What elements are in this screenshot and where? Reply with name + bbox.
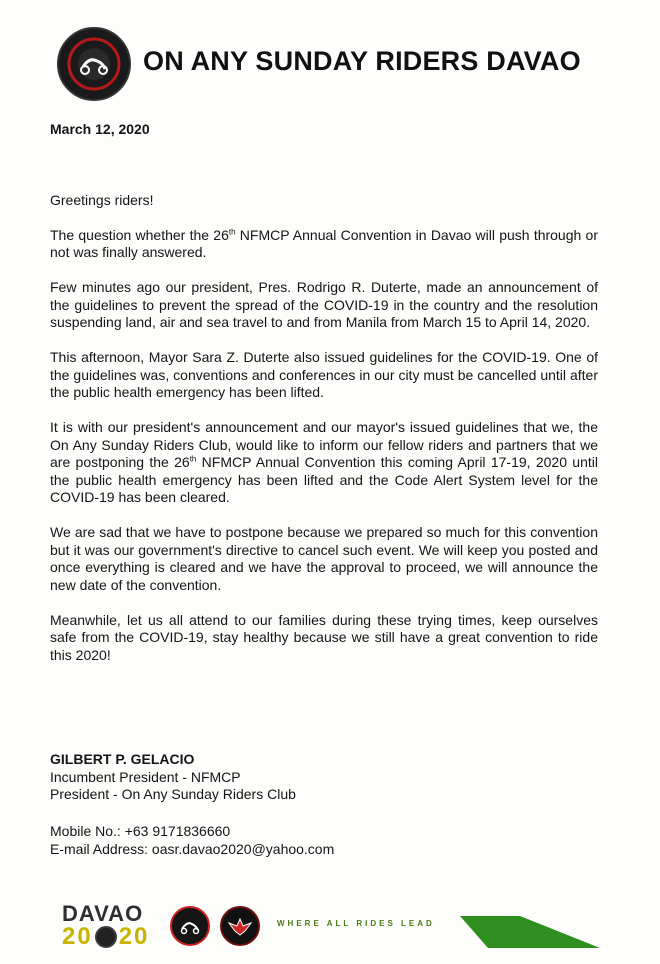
paragraph-3: This afternoon, Mayor Sara Z. Duterte also issued guidelines for the COVID-19. One of the guidelines was, conventions and conferences in our city must be cancelled until after the public health emergency has been lifted. — [50, 349, 598, 400]
greeting: Greetings riders! — [50, 192, 154, 208]
rider-emblem-icon — [67, 37, 121, 91]
organization-title: ON ANY SUNDAY RIDERS DAVAO — [143, 46, 581, 76]
year-mark: 20 20 — [62, 923, 150, 950]
signatory-title-2: President - On Any Sunday Riders Club — [50, 786, 296, 802]
contact-block — [50, 823, 334, 858]
mobile-number: Mobile No.: +63 9171836660 — [50, 823, 231, 839]
club-logo — [57, 27, 131, 101]
signatory-title-1: Incumbent President - NFMCP — [50, 768, 241, 785]
email-address: E-mail Address: oasr.davao2020@yahoo.com — [50, 840, 335, 857]
paragraph-4: It is with our president's announcement and our mayor's issued guidelines that we, the On Any Sunday Riders Club, would like to inform our fellow riders and partners that we are postponing the 26th NFMCP Annual Convention this coming April 17-19, 2020 until the public health emergency has been lifted and the Code Alert System level for the COVID-19 has been cleared. — [50, 419, 598, 505]
footer-tagline: WHERE ALL RIDES LEAD — [277, 919, 435, 928]
davao-2020-logo — [62, 903, 158, 949]
federation-badge-icon — [220, 906, 260, 946]
davao-wordmark: DAVAO — [62, 901, 144, 926]
club-badge-icon — [170, 906, 210, 946]
wheel-icon — [95, 926, 117, 948]
signature-block — [50, 751, 296, 804]
green-accent-shape — [460, 916, 600, 948]
paragraph-5: We are sad that we have to postpone because we prepared so much for this convention but it was our government's directive to cancel such event. We will keep you posted and once everything is cleared and we have the approval to proceed, we will announce the new date of the convention. — [50, 524, 598, 593]
letter-body — [50, 192, 598, 682]
letter-date: March 12, 2020 — [50, 121, 150, 137]
signatory-name: GILBERT P. GELACIO — [50, 751, 195, 767]
paragraph-6: Meanwhile, let us all attend to our families during these trying times, keep ourselves safe from the COVID-19, stay healthy because we still have a great convention to ride this 2020! — [50, 611, 598, 663]
rider-icon — [178, 914, 202, 938]
winged-emblem-icon — [227, 913, 253, 939]
paragraph-2: Few minutes ago our president, Pres. Rodrigo R. Duterte, made an announcement of the guidelines to prevent the spread of the COVID-19 in the country and the resolution suspending land, air and sea travel to and from Manila from March 15 to April 14, 2020. — [50, 279, 598, 330]
paragraph-1: The question whether the 26th NFMCP Annual Convention in Davao will push through or not was finally answered. — [50, 226, 598, 260]
